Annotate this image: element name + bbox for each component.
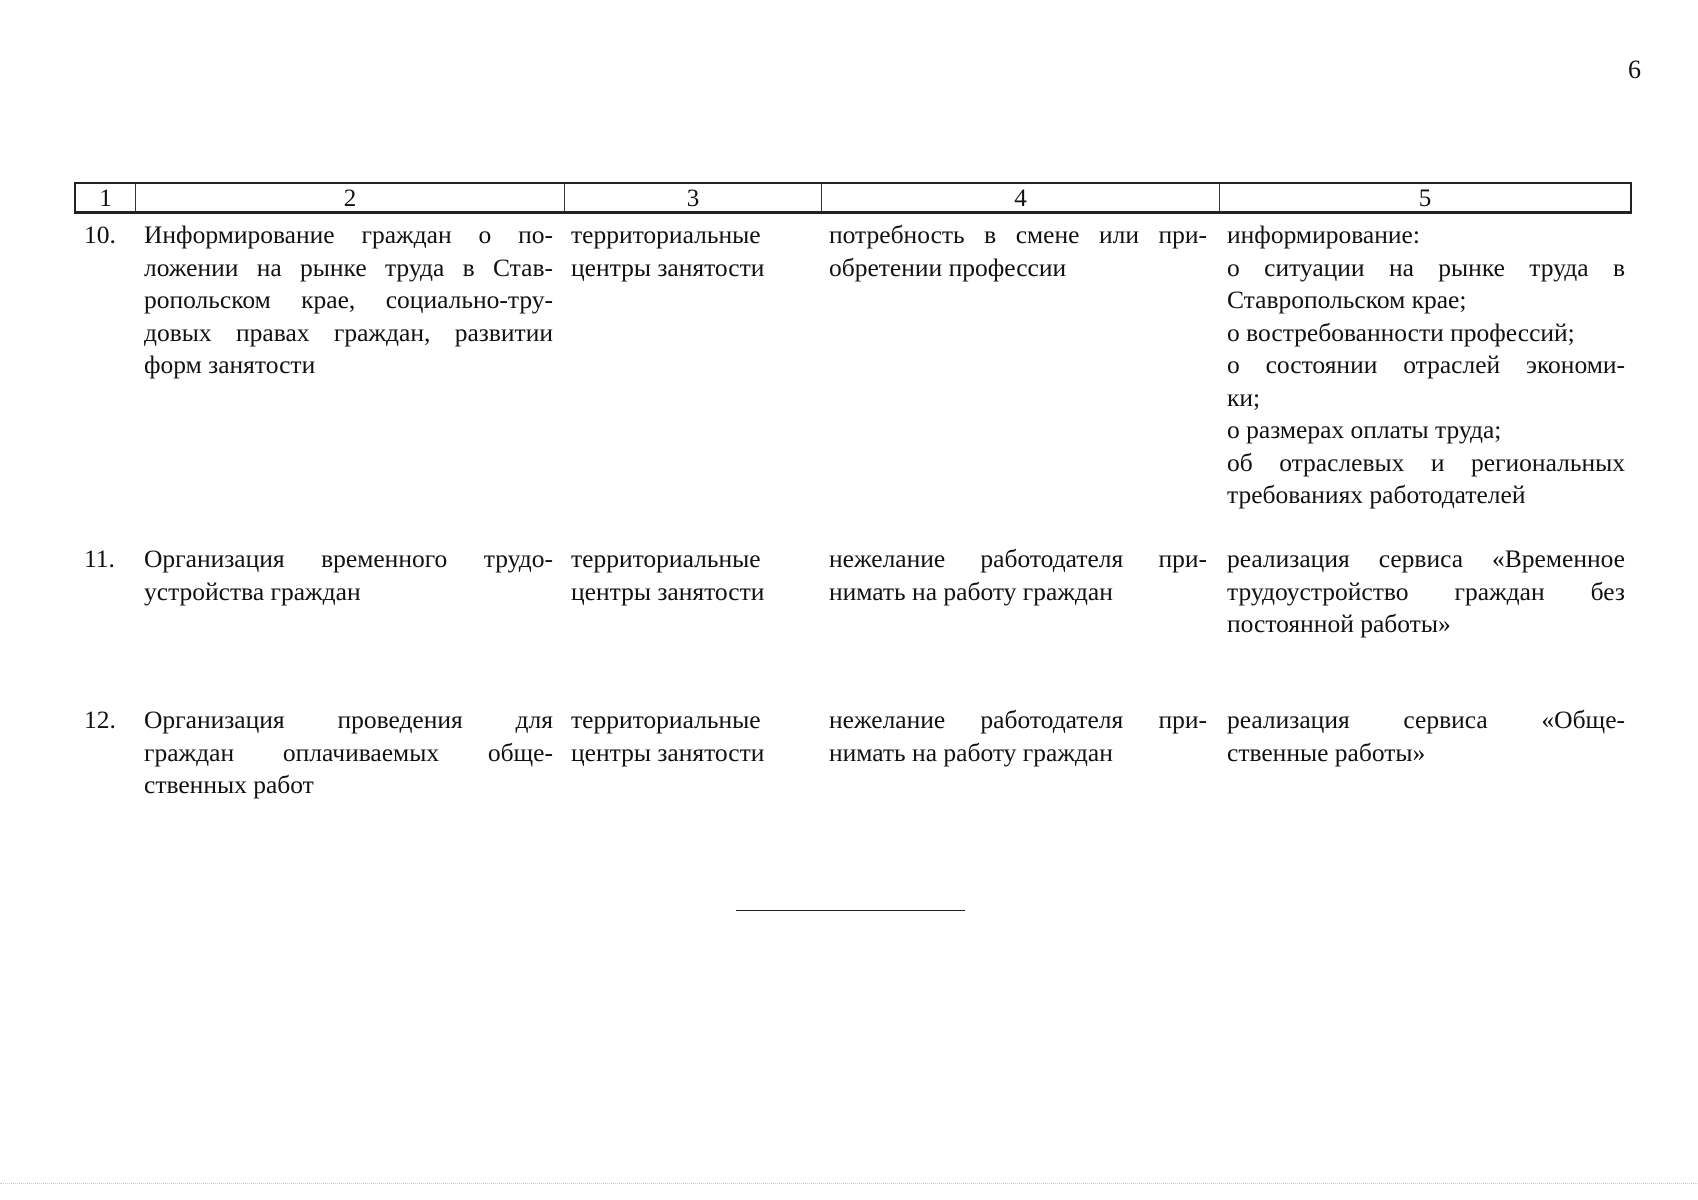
header-col-2: 2: [135, 184, 564, 211]
cell-text-line: ственные работы»: [1227, 737, 1426, 767]
cell-text-line: ложении на рынке труда в Став-: [144, 252, 553, 282]
cell-text-line: нежелание работодателя при-: [829, 544, 1207, 573]
cell-text-line: территориальные: [571, 705, 761, 734]
cell-col4: [829, 219, 1207, 284]
page-number: 6: [1628, 55, 1641, 84]
row-number: 12.: [84, 705, 116, 734]
cell-col3: [571, 704, 811, 769]
cell-text-line: потребность в смене или при-: [829, 220, 1207, 249]
cell-text-line: ропольском крае, социально-тру-: [144, 285, 553, 314]
cell-text-line: ки;: [1227, 382, 1261, 412]
cell-text-line: Ставропольском крае;: [1227, 285, 1467, 314]
cell-text-line: о востребованности профессий;: [1227, 317, 1575, 347]
cell-text-line: ственных работ: [144, 770, 314, 799]
cell-text-line: Организация временного трудо-: [144, 544, 553, 573]
cell-text-line: территориальные: [571, 220, 761, 249]
cell-col4: [829, 704, 1207, 769]
cell-text-line: о размерах оплаты труда;: [1227, 415, 1502, 444]
cell-col5: [1227, 704, 1625, 769]
cell-text-line: территориальные: [571, 544, 761, 573]
cell-text-line: Информирование граждан о по-: [144, 220, 553, 249]
cell-col3: [571, 219, 811, 284]
cell-text-line: обретении профессии: [829, 252, 1067, 282]
cell-text-line: о ситуации на рынке труда в: [1227, 252, 1625, 282]
header-col-4: 4: [821, 184, 1219, 211]
row-number: 10.: [84, 220, 116, 249]
cell-text-line: форм занятости: [144, 350, 316, 379]
cell-text-line: информирование:: [1227, 220, 1420, 249]
cell-col5: [1227, 219, 1625, 512]
cell-text-line: требованиях работодателей: [1227, 480, 1526, 509]
cell-text-line: постоянной работы»: [1227, 609, 1451, 638]
cell-col3: [571, 543, 811, 608]
cell-text-line: нимать на работу граждан: [829, 576, 1113, 606]
cell-col2: [144, 219, 553, 382]
cell-text-line: о состоянии отраслей экономи-: [1227, 350, 1625, 379]
cell-col2: [144, 704, 553, 802]
cell-text-line: центры занятости: [571, 252, 765, 282]
cell-text-line: центры занятости: [571, 737, 765, 767]
cell-text-line: нимать на работу граждан: [829, 737, 1113, 767]
cell-text-line: центры занятости: [571, 576, 765, 606]
table-header-row: [74, 182, 1632, 214]
cell-text-line: Организация проведения для: [144, 705, 553, 734]
header-col-3: 3: [564, 184, 821, 211]
end-separator-line: [736, 910, 965, 911]
cell-text-line: устройства граждан: [144, 576, 361, 606]
header-col-1: 1: [99, 185, 112, 212]
header-col-5: 5: [1219, 184, 1630, 211]
cell-text-line: трудоустройство граждан без: [1227, 576, 1625, 606]
cell-text-line: реализация сервиса «Обще-: [1227, 705, 1625, 734]
cell-col5: [1227, 543, 1625, 641]
cell-col4: [829, 543, 1207, 608]
cell-col2: [144, 543, 553, 608]
cell-text-line: об отраслевых и региональных: [1227, 447, 1625, 477]
row-number: 11.: [84, 544, 115, 573]
cell-text-line: граждан оплачиваемых обще-: [144, 737, 553, 767]
cell-text-line: довых правах граждан, развитии: [144, 317, 553, 347]
cell-text-line: реализация сервиса «Временное: [1227, 544, 1625, 573]
scan-edge: [0, 1183, 1698, 1184]
cell-text-line: нежелание работодателя при-: [829, 705, 1207, 734]
